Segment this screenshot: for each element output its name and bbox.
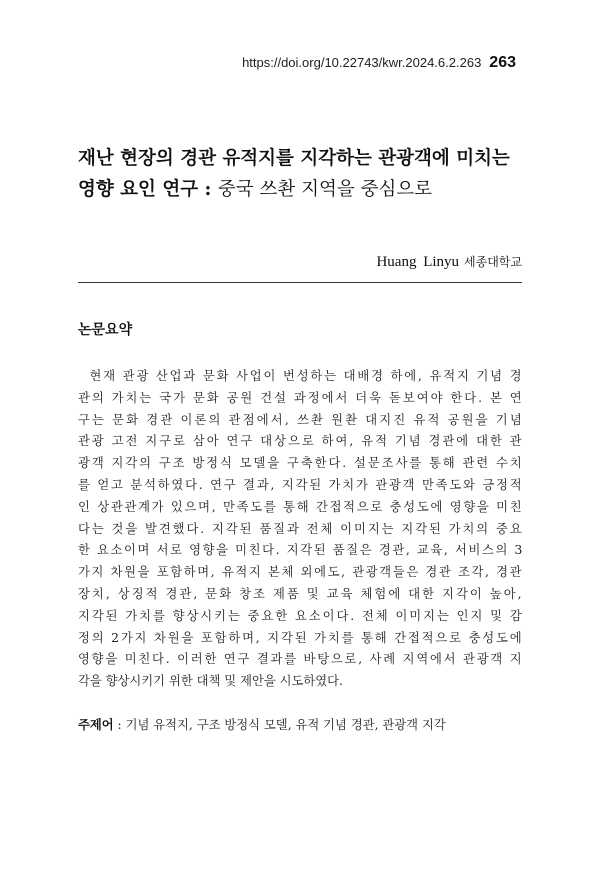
keywords-line — [78, 715, 528, 733]
abstract-line: 인 상관관계가 있으며, 만족도를 통해 간접적으로 충성도에 영향을 미친 — [78, 499, 524, 514]
abstract-line: 지각된 가치를 향상시키는 중요한 요소이다. 전체 이미지는 인지 및 감 — [78, 608, 524, 623]
keywords-label: 주제어 — [78, 717, 114, 732]
abstract-line: 관광 고전 지구로 삼아 연구 대상으로 하여, 유적 기념 경관에 대한 관 — [78, 434, 524, 449]
author-affiliation: 세종대학교 — [464, 255, 522, 269]
keywords-text: : 기념 유적지, 구조 방정식 모델, 유적 기념 경관, 관광객 지각 — [113, 718, 446, 732]
abstract-line: 정의 2가지 차원을 포함하며, 지각된 가치를 통해 간접적으로 충성도에 — [78, 630, 524, 645]
title-subtitle: 중국 쓰촨 지역을 중심으로 — [217, 179, 433, 200]
abstract-body — [78, 366, 522, 693]
abstract-line: 가지 차원을 포함하며, 유적지 본체 외에도, 관광객들은 경관 조각, 경관 — [78, 565, 524, 580]
abstract-line: 다는 것을 발견했다. 지각된 품질과 전체 이미지는 지각된 가치의 중요 — [78, 521, 524, 536]
abstract-line: 장치, 상징적 경관, 문화 창조 제품 및 교육 체험에 대한 지각이 높아, — [78, 586, 524, 601]
running-header — [80, 54, 516, 72]
abstract-line: 영향을 미친다. 이러한 연구 결과를 바탕으로, 사례 지역에서 관광객 지 — [78, 652, 524, 667]
author-block — [376, 253, 522, 271]
author-name: Huang Linyu — [376, 254, 460, 270]
abstract-heading: 논문요약 — [78, 322, 133, 338]
title-line-2 — [78, 174, 528, 205]
abstract-line: 구는 문화 경관 이론의 관점에서, 쓰촨 원촨 대지진 유적 공원을 기념 — [78, 412, 524, 427]
title-line-1: 재난 현장의 경관 유적지를 지각하는 관광객에 미치는 — [78, 148, 510, 169]
abstract-line: 각을 향상시키기 위한 대책 및 제안을 시도하였다. — [78, 674, 343, 689]
abstract-line: 한 요소이며 서로 영향을 미친다. 지각된 품질은 경관, 교육, 서비스의 3 — [78, 543, 524, 558]
page-number: 263 — [489, 54, 516, 71]
doi-link[interactable]: https://doi.org/10.22743/kwr.2024.6.2.263 — [242, 55, 482, 70]
abstract-line: 광객 지각의 구조 방정식 모델을 구축한다. 설문조사를 통해 관련 수치 — [78, 456, 524, 471]
title-divider — [78, 282, 522, 283]
abstract-line: 관의 가치는 국가 문화 공원 건설 과정에서 더욱 돋보여야 한다. 본 연 — [78, 390, 524, 405]
paper-title — [78, 143, 528, 205]
abstract-line: 를 얻고 분석하였다. 연구 결과, 지각된 가치가 관광객 만족도와 긍정적 — [78, 477, 524, 492]
abstract-line: 현재 관광 산업과 문화 사업이 번성하는 대배경 하에, 유적지 기념 경 — [78, 369, 524, 383]
title-line-2-main: 영향 요인 연구 : — [78, 179, 218, 200]
